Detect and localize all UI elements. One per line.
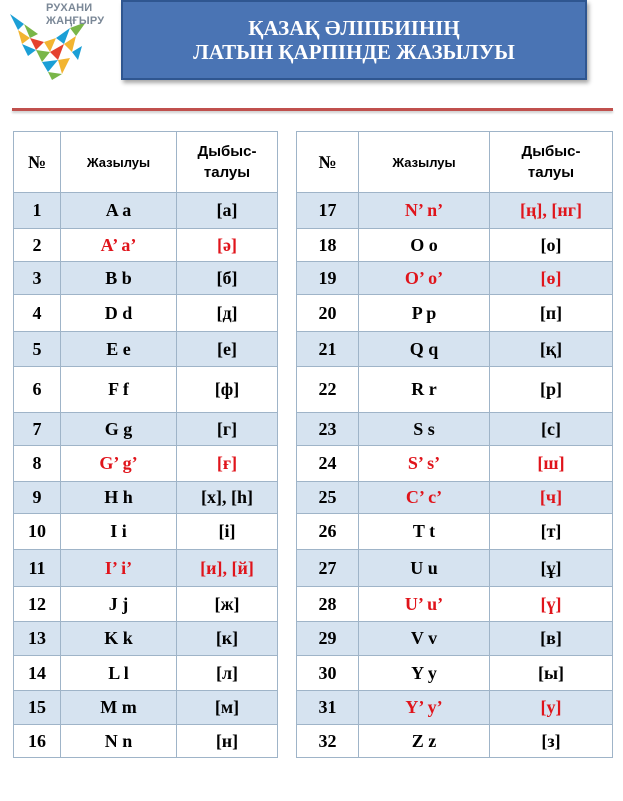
letter-sound: [д] bbox=[177, 295, 278, 332]
latin-letter: L l bbox=[61, 656, 177, 691]
header-sound-line2: талуы bbox=[203, 164, 251, 181]
title-line2: ЛАТЫН ҚАРПІНДЕ ЖАЗЫЛУЫ bbox=[193, 40, 515, 64]
letter-sound: [п] bbox=[490, 295, 613, 332]
table-row bbox=[14, 262, 278, 295]
latin-letter: S s bbox=[359, 413, 490, 446]
letter-number: 17 bbox=[297, 193, 359, 229]
latin-letter: S’ s’ bbox=[359, 446, 490, 482]
table-row bbox=[297, 262, 613, 295]
latin-letter: Y y bbox=[359, 656, 490, 691]
alphabet-table-right bbox=[296, 131, 613, 758]
latin-letter: O’ o’ bbox=[359, 262, 490, 295]
title-banner bbox=[121, 0, 587, 80]
latin-letter: J j bbox=[61, 587, 177, 622]
letter-number: 2 bbox=[14, 229, 61, 262]
table-row bbox=[14, 482, 278, 514]
letter-sound: [ы] bbox=[490, 656, 613, 691]
latin-letter: Q q bbox=[359, 332, 490, 367]
latin-letter: U’ u’ bbox=[359, 587, 490, 622]
letter-number: 30 bbox=[297, 656, 359, 691]
letter-sound: [ж] bbox=[177, 587, 278, 622]
table-row bbox=[297, 229, 613, 262]
latin-letter: E e bbox=[61, 332, 177, 367]
header-writing: Жазылуы bbox=[359, 132, 490, 193]
letter-sound: [х], [һ] bbox=[177, 482, 278, 514]
logo-text bbox=[46, 2, 104, 28]
letter-sound: [с] bbox=[490, 413, 613, 446]
table-row bbox=[297, 482, 613, 514]
letter-sound: [ғ] bbox=[177, 446, 278, 482]
letter-number: 20 bbox=[297, 295, 359, 332]
letter-sound: [қ] bbox=[490, 332, 613, 367]
latin-letter: G g bbox=[61, 413, 177, 446]
table-row bbox=[14, 622, 278, 656]
latin-letter: Y’ y’ bbox=[359, 691, 490, 725]
letter-sound: [м] bbox=[177, 691, 278, 725]
latin-letter: I i bbox=[61, 514, 177, 550]
letter-sound: [і] bbox=[177, 514, 278, 550]
letter-sound: [ұ] bbox=[490, 550, 613, 587]
letter-number: 32 bbox=[297, 725, 359, 758]
latin-letter: M m bbox=[61, 691, 177, 725]
table-row bbox=[14, 514, 278, 550]
alphabet-table-left bbox=[13, 131, 278, 758]
letter-number: 12 bbox=[14, 587, 61, 622]
letter-number: 22 bbox=[297, 367, 359, 413]
table-row bbox=[14, 367, 278, 413]
letter-number: 18 bbox=[297, 229, 359, 262]
latin-letter: N n bbox=[61, 725, 177, 758]
letter-number: 1 bbox=[14, 193, 61, 229]
letter-sound: [ң], [нг] bbox=[490, 193, 613, 229]
letter-sound: [ф] bbox=[177, 367, 278, 413]
header-number: № bbox=[297, 132, 359, 193]
header-sound bbox=[177, 132, 278, 193]
table-row bbox=[14, 193, 278, 229]
letter-number: 19 bbox=[297, 262, 359, 295]
letter-number: 27 bbox=[297, 550, 359, 587]
table-row bbox=[14, 295, 278, 332]
letter-sound: [а] bbox=[177, 193, 278, 229]
letter-number: 4 bbox=[14, 295, 61, 332]
letter-sound: [ә] bbox=[177, 229, 278, 262]
letter-number: 14 bbox=[14, 656, 61, 691]
letter-number: 26 bbox=[297, 514, 359, 550]
latin-letter: I’ i’ bbox=[61, 550, 177, 587]
table-row bbox=[297, 193, 613, 229]
letter-number: 3 bbox=[14, 262, 61, 295]
latin-letter: K k bbox=[61, 622, 177, 656]
letter-sound: [в] bbox=[490, 622, 613, 656]
letter-sound: [з] bbox=[490, 725, 613, 758]
table-row bbox=[297, 413, 613, 446]
letter-number: 13 bbox=[14, 622, 61, 656]
letter-sound: [р] bbox=[490, 367, 613, 413]
letter-number: 24 bbox=[297, 446, 359, 482]
latin-letter: Z z bbox=[359, 725, 490, 758]
header-number: № bbox=[14, 132, 61, 193]
table-row bbox=[297, 367, 613, 413]
table-row bbox=[297, 691, 613, 725]
logo-line2: ЖАҢҒЫРУ bbox=[46, 15, 105, 27]
table-row bbox=[14, 446, 278, 482]
latin-letter: U u bbox=[359, 550, 490, 587]
header-sound-line1: Дыбыс- bbox=[197, 143, 257, 160]
latin-letter: P p bbox=[359, 295, 490, 332]
header-sound-line2: талуы bbox=[527, 164, 575, 181]
latin-letter: O o bbox=[359, 229, 490, 262]
latin-letter: A a bbox=[61, 193, 177, 229]
latin-letter: N’ n’ bbox=[359, 193, 490, 229]
divider-line bbox=[12, 108, 613, 111]
latin-letter: A’ a’ bbox=[61, 229, 177, 262]
letter-sound: [т] bbox=[490, 514, 613, 550]
table-row bbox=[14, 550, 278, 587]
header-writing: Жазылуы bbox=[61, 132, 177, 193]
table-row bbox=[297, 514, 613, 550]
letter-sound: [у] bbox=[490, 691, 613, 725]
letter-number: 16 bbox=[14, 725, 61, 758]
latin-letter: G’ g’ bbox=[61, 446, 177, 482]
letter-number: 29 bbox=[297, 622, 359, 656]
letter-number: 8 bbox=[14, 446, 61, 482]
title-line1: ҚАЗАҚ ӘЛІПБИІНІҢ bbox=[248, 16, 460, 40]
latin-letter: C’ c’ bbox=[359, 482, 490, 514]
table-row bbox=[297, 446, 613, 482]
letter-sound: [н] bbox=[177, 725, 278, 758]
table-row bbox=[14, 413, 278, 446]
letter-sound: [ө] bbox=[490, 262, 613, 295]
letter-sound: [о] bbox=[490, 229, 613, 262]
table-header-row bbox=[297, 132, 613, 193]
table-row bbox=[14, 725, 278, 758]
table-row bbox=[14, 229, 278, 262]
letter-sound: [л] bbox=[177, 656, 278, 691]
letter-sound: [ү] bbox=[490, 587, 613, 622]
letter-number: 23 bbox=[297, 413, 359, 446]
latin-letter: F f bbox=[61, 367, 177, 413]
table-row bbox=[297, 622, 613, 656]
letter-number: 11 bbox=[14, 550, 61, 587]
letter-sound: [г] bbox=[177, 413, 278, 446]
table-row bbox=[297, 295, 613, 332]
letter-number: 9 bbox=[14, 482, 61, 514]
table-row bbox=[297, 656, 613, 691]
table-row bbox=[14, 587, 278, 622]
ruhani-zhangyru-logo bbox=[8, 0, 108, 82]
table-row bbox=[14, 332, 278, 367]
letter-sound: [и], [й] bbox=[177, 550, 278, 587]
letter-number: 25 bbox=[297, 482, 359, 514]
table-row bbox=[297, 332, 613, 367]
letter-sound: [е] bbox=[177, 332, 278, 367]
letter-number: 6 bbox=[14, 367, 61, 413]
letter-number: 28 bbox=[297, 587, 359, 622]
logo-line1: РУХАНИ bbox=[46, 2, 93, 14]
letter-number: 21 bbox=[297, 332, 359, 367]
header-sound-line1: Дыбыс- bbox=[521, 143, 581, 160]
letter-sound: [ч] bbox=[490, 482, 613, 514]
letter-sound: [б] bbox=[177, 262, 278, 295]
letter-number: 10 bbox=[14, 514, 61, 550]
letter-sound: [к] bbox=[177, 622, 278, 656]
letter-number: 7 bbox=[14, 413, 61, 446]
letter-number: 15 bbox=[14, 691, 61, 725]
latin-letter: V v bbox=[359, 622, 490, 656]
letter-sound: [ш] bbox=[490, 446, 613, 482]
header-sound bbox=[490, 132, 613, 193]
table-row bbox=[14, 656, 278, 691]
letter-number: 31 bbox=[297, 691, 359, 725]
table-header-row bbox=[14, 132, 278, 193]
latin-letter: D d bbox=[61, 295, 177, 332]
table-row bbox=[297, 587, 613, 622]
latin-letter: R r bbox=[359, 367, 490, 413]
latin-letter: B b bbox=[61, 262, 177, 295]
table-row bbox=[297, 550, 613, 587]
letter-number: 5 bbox=[14, 332, 61, 367]
latin-letter: H h bbox=[61, 482, 177, 514]
table-row bbox=[297, 725, 613, 758]
table-row bbox=[14, 691, 278, 725]
latin-letter: T t bbox=[359, 514, 490, 550]
